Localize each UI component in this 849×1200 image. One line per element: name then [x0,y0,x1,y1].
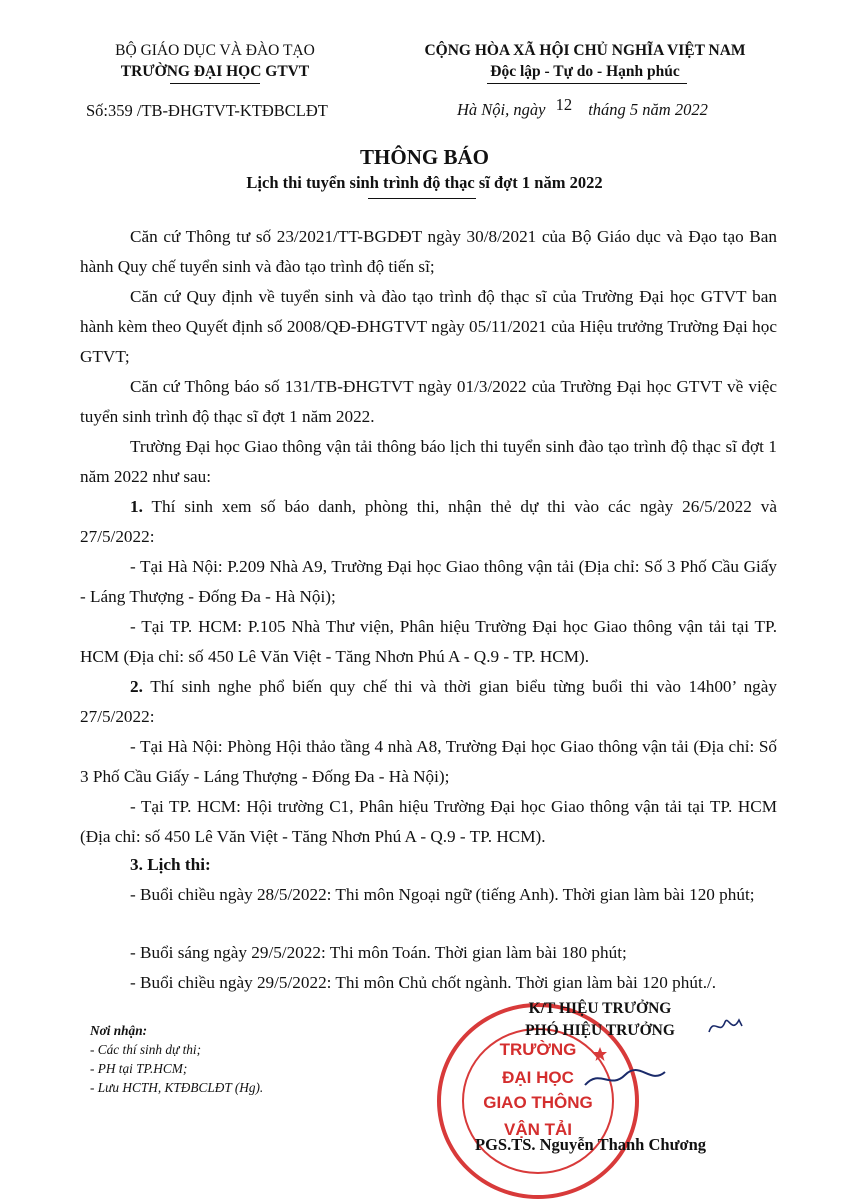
section-3-title: 3. Lịch thi: [130,855,211,874]
recipient-item: - Lưu HCTH, KTĐBCLĐT (Hg). [90,1080,264,1095]
handwritten-signature [580,1060,710,1100]
national-header [390,40,780,82]
paragraph-legal-basis-1: Căn cứ Thông tư số 23/2021/TT-BGDĐT ngày 30/8/2021 của Bộ Giáo dục và Đạo tạo Ban hành Quy chế tuyển sinh và đào tạo trình độ tiến sĩ; [80,227,777,276]
signer-name: PGS.TS. Nguyễn Thanh Chương [475,1135,707,1154]
section-1-number: 1. [130,497,143,516]
country-name: CỘNG HÒA XÃ HỘI CHỦ NGHĨA VIỆT NAM [424,42,746,59]
section-1 [80,492,777,552]
recipient-item: - PH tại TP.HCM; [90,1061,188,1076]
seal-text-line1: TRƯỜNG [499,1040,577,1059]
exam-schedule-1: - Buổi chiều ngày 28/5/2022: Thi môn Ngoại ngữ (tiếng Anh). Thời gian làm bài 120 phút; [130,885,755,904]
recipients-block [90,1021,263,1097]
recipients-title: Nơi nhận: [90,1023,148,1038]
section-2-hanoi: - Tại Hà Nội: Phòng Hội thảo tầng 4 nhà A8, Trường Đại học Giao thông vận tải (Địa chỉ: Số 3 Phố Cầu Giấy - Láng Thượng - Đống Đa - Hà Nội); [80,737,777,786]
motto: Độc lập - Tự do - Hạnh phúc [490,63,680,80]
seal-text-line2: ĐẠI HỌC [502,1068,574,1087]
recipient-item: - Các thí sinh dự thi; [90,1042,202,1057]
signature-title-1: K/T HIỆU TRƯỞNG [528,1000,672,1017]
paragraph-legal-basis-3: Căn cứ Thông báo số 131/TB-ĐHGTVT ngày 01/3/2022 của Trường Đại học GTVT về việc tuyển sinh trình độ thạc sĩ đợt 1 năm 2022. [80,377,777,426]
date-prefix: Hà Nội, ngày [457,100,546,119]
date-suffix: tháng 5 năm 2022 [588,100,708,119]
section-2-number: 2. [130,677,143,696]
section-2-hcm: - Tại TP. HCM: Hội trường C1, Phân hiệu Trường Đại học Giao thông vận tải tại TP. HCM (Địa chỉ: số 450 Lê Văn Việt - Tăng Nhơn Phú A - Q.9 - TP. HCM). [80,797,777,846]
left-header-underline [170,83,260,84]
document-subtitle: Lịch thi tuyển sinh trình độ thạc sĩ đợt 1 năm 2022 [246,173,603,192]
signature-initial-mark [706,1012,746,1040]
agency-header [60,40,370,82]
signature-block [490,998,710,1042]
section-1-hanoi: - Tại Hà Nội: P.209 Nhà A9, Trường Đại học Giao thông vận tải (Địa chỉ: Số 3 Phố Cầu Giấy - Láng Thượng - Đống Đa - Hà Nội); [80,557,777,606]
seal-text-line4: VẬN TẢI [504,1120,572,1139]
seal-text-line3: GIAO THÔNG [483,1093,593,1112]
exam-schedule-3: - Buổi chiều ngày 29/5/2022: Thi môn Chủ chốt ngành. Thời gian làm bài 120 phút./. [130,973,717,992]
date-day: 12 [555,95,573,114]
university-name: TRƯỜNG ĐẠI HỌC GTVT [120,63,310,80]
exam-schedule-2: - Buổi sáng ngày 29/5/2022: Thi môn Toán. Thời gian làm bài 180 phút; [130,943,627,962]
section-2 [80,672,777,732]
document-title: THÔNG BÁO [360,145,489,169]
section-1-hcm: - Tại TP. HCM: P.105 Nhà Thư viện, Phân hiệu Trường Đại học Giao thông vận tải tại TP. HCM (Địa chỉ: số 450 Lê Văn Việt - Tăng Nhơn Phú A - Q.9 - TP. HCM). [80,617,777,666]
subtitle-underline [368,198,476,199]
section-2-text: Thí sinh nghe phổ biến quy chế thi và thời gian biểu từng buổi thi vào 14h00’ ngày 27/5/2022: [80,677,777,726]
section-1-text: Thí sinh xem số báo danh, phòng thi, nhận thẻ dự thi vào các ngày 26/5/2022 và 27/5/2022: [80,497,777,546]
paragraph-legal-basis-2: Căn cứ Quy định về tuyển sinh và đào tạo trình độ thạc sĩ của Trường Đại học GTVT ban hành kèm theo Quyết định số 2008/QĐ-ĐHGTVT ngày 05/11/2021 của Hiệu trưởng Trường Đại học GTVT; [80,287,777,366]
paragraph-intro: Trường Đại học Giao thông vận tải thông báo lịch thi tuyển sinh đào tạo trình độ thạc sĩ đợt 1 năm 2022 như sau: [80,437,777,486]
document-number: Số:359 /TB-ĐHGTVT-KTĐBCLĐT [86,101,328,120]
issue-date [457,95,708,120]
ministry-name: BỘ GIÁO DỤC VÀ ĐÀO TẠO [115,42,315,59]
signature-title-2: PHÓ HIỆU TRƯỞNG [525,1022,675,1039]
motto-underline [487,83,687,84]
